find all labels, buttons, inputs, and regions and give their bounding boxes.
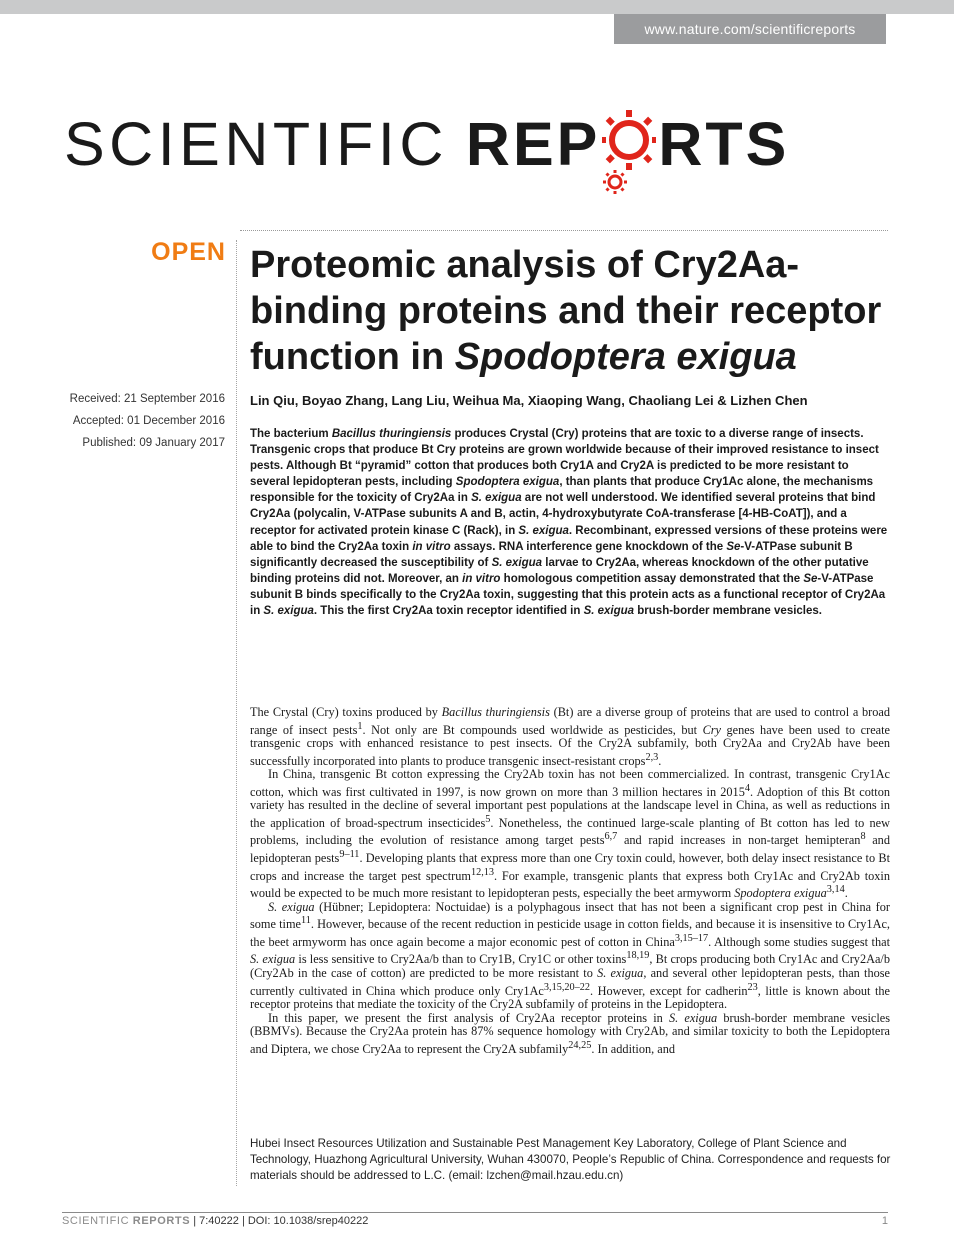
published-date: Published: 09 January 2017 bbox=[82, 437, 225, 449]
article-dates bbox=[30, 388, 225, 454]
article-title: Proteomic analysis of Cry2Aa- binding proteins and their receptor function in Spodoptera exigua bbox=[250, 244, 882, 378]
journal-masthead bbox=[64, 104, 789, 194]
masthead-rts: RTS bbox=[658, 110, 790, 178]
abstract: The bacterium Bacillus thuringiensis produces Crystal (Cry) proteins that are toxic to a diverse range of insects. Transgenic crops that produce Bt Cry proteins are grown worldwide because of their improved resistance to insect pests. Although Bt “pyramid” cotton that produces both Cry1A and Cry2A is predicted to be more resistant to several lepidopteran pests, including Spodoptera exigua, than plants that produce Cry1Ac alone, the mechanisms responsible for the toxicity of Cry2Aa in S. exigua are not well understood. We identified several proteins that bind Cry2Aa (polycalin, V-ATPase subunits A and B, actin, 4-hydroxybutyrate CoA-transferase [4-HB-CoAT]), and a receptor for activated protein kinase C (Rack), in S. exigua. Recombinant, expressed versions of these proteins were able to bind the Cry2Aa toxin in vitro assays. RNA interference gene knockdown of the Se-V-ATPase subunit B significantly decreased the susceptibility of S. exigua larvae to Cry2Aa, whereas knockdown of the other putative binding proteins did not. Moreover, an in vitro homologous competition assay demonstrated that the Se-V-ATPase subunit B binds specifically to the Cry2Aa toxin, suggesting that this protein acts as a functional receptor of Cry2Aa in S. exigua. This the first Cry2Aa toxin receptor identified in S. exigua brush-border membrane vesicles. bbox=[250, 428, 888, 618]
body-text bbox=[250, 706, 890, 1056]
footer-citation: SCIENTIFIC REPORTS | 7:40222 | DOI: 10.1038/srep40222 bbox=[62, 1215, 369, 1227]
journal-url[interactable]: www.nature.com/scientificreports bbox=[614, 14, 886, 44]
column-divider bbox=[236, 240, 237, 1186]
gear-icon bbox=[602, 102, 656, 202]
author-affiliation: Hubei Insect Resources Utilization and Sustainable Pest Management Key Laboratory, College of Plant Science and Technology, Huazhong Agricultural University, Wuhan 430070, People’s Republic of China. Correspondence and requests for materials should be addressed to L.C. (email: lzchen@mail.hzau.edu.cn) bbox=[250, 1137, 891, 1182]
footer-divider bbox=[62, 1212, 888, 1213]
body-paragraph-2: In China, transgenic Bt cotton expressing the Cry2Ab toxin has not been commercialized. In contrast, transgenic Cry1Ac cotton, which was first cultivated in 1997, is now grown on more than 3 million hectares in 2015$^4$. Adoption of this Bt cotton variety has resulted in the decline of several important pest populations at the landscape level in China, as well as reductions in the application of broad-spectrum insecticides$^5$. Nonetheless, the continued large-scale planting of Bt cotton has led to new problems, including the evolution of resistance among target pests$^{6,7}$ and rapid increases in non-target hemipteran$^8$ and lepidopteran pests$^{9-11}$. Developing plants that express more than one Cry toxin could, however, both delay insect resistance to Bt crops and increase the target pest spectrum$^{12,13}$. For example, transgenic plants that express both Cry1Ac and Cry2Ab toxin would be expected to be much more resistant to lepidopteran pests, especially the beet armyworm Spodoptera exigua$^{3,14}$. bbox=[250, 767, 891, 901]
top-bar bbox=[0, 0, 954, 14]
masthead-scientific: SCIENTIFIC bbox=[64, 110, 448, 178]
header-divider bbox=[240, 230, 888, 231]
received-date: Received: 21 September 2016 bbox=[69, 393, 225, 405]
body-paragraph-1: The Crystal (Cry) toxins produced by Bacillus thuringiensis (Bt) are a diverse group of proteins that are used to control a broad range of insect pests$^1$. Not only are Bt compounds used worldwide as pesticides, but Cry genes have been used to create transgenic crops with enhanced resistance to pest insects. Of the Cry2A subfamily, both Cry2Aa and Cry2Ab have been successfully incorporated into plants to produce transgenic insect-resistant crops$^{2,3}$. bbox=[250, 705, 890, 768]
masthead-rep: REP bbox=[465, 110, 601, 178]
small-gear-icon bbox=[603, 170, 627, 194]
footer-journal-name: SCIENTIFIC REPORTS bbox=[62, 1215, 191, 1227]
accepted-date: Accepted: 01 December 2016 bbox=[72, 415, 225, 427]
body-paragraph-4: In this paper, we present the first analysis of Cry2Aa receptor proteins in S. exigua brush-border membrane vesicles (BBMVs). Because the Cry2Aa protein has 87% sequence homology with Cry2Ab, and similar toxicity to both the Lepidoptera and Diptera, we chose Cry2Aa to represent the Cry2A subfamily$^{24,25}$. In addition, and bbox=[250, 1010, 891, 1056]
page-number: 1 bbox=[881, 1215, 888, 1227]
body-paragraph-3: S. exigua (Hübner; Lepidoptera: Noctuidae) is a polyphagous insect that has not been a significant crop pest in China for some time$^{11}$. However, because of the recent reduction in pesticide usage in cotton fields, and because it is insensitive to Cry1Ac, the beet armyworm has once again become a major economic pest of cotton in China$^{3,15-17}$. Although some studies suggest that S. exigua is less sensitive to Cry2Aa/b than to Cry1B, Cry1C or other toxins$^{18,19}$, Bt crops producing both Cry1Ac and Cry2Aa/b (Cry2Ab in the case of cotton) are predicted to be more resistant to S. exigua, and several other lepidopteran pests, than those currently cultivated in China which produce only Cry1Ac$^{3,15,20-22}$. However, except for cadherin$^{23}$, little is known about the receptor proteins that mediate the toxicity of the Cry2A subfamily of proteins in the Lepidoptera. bbox=[250, 899, 891, 1012]
author-list: Lin Qiu, Boyao Zhang, Lang Liu, Weihua Ma, Xiaoping Wang, Chaoliang Lei & Lizhen Chen bbox=[250, 393, 808, 408]
open-access-label: OPEN bbox=[151, 238, 226, 266]
